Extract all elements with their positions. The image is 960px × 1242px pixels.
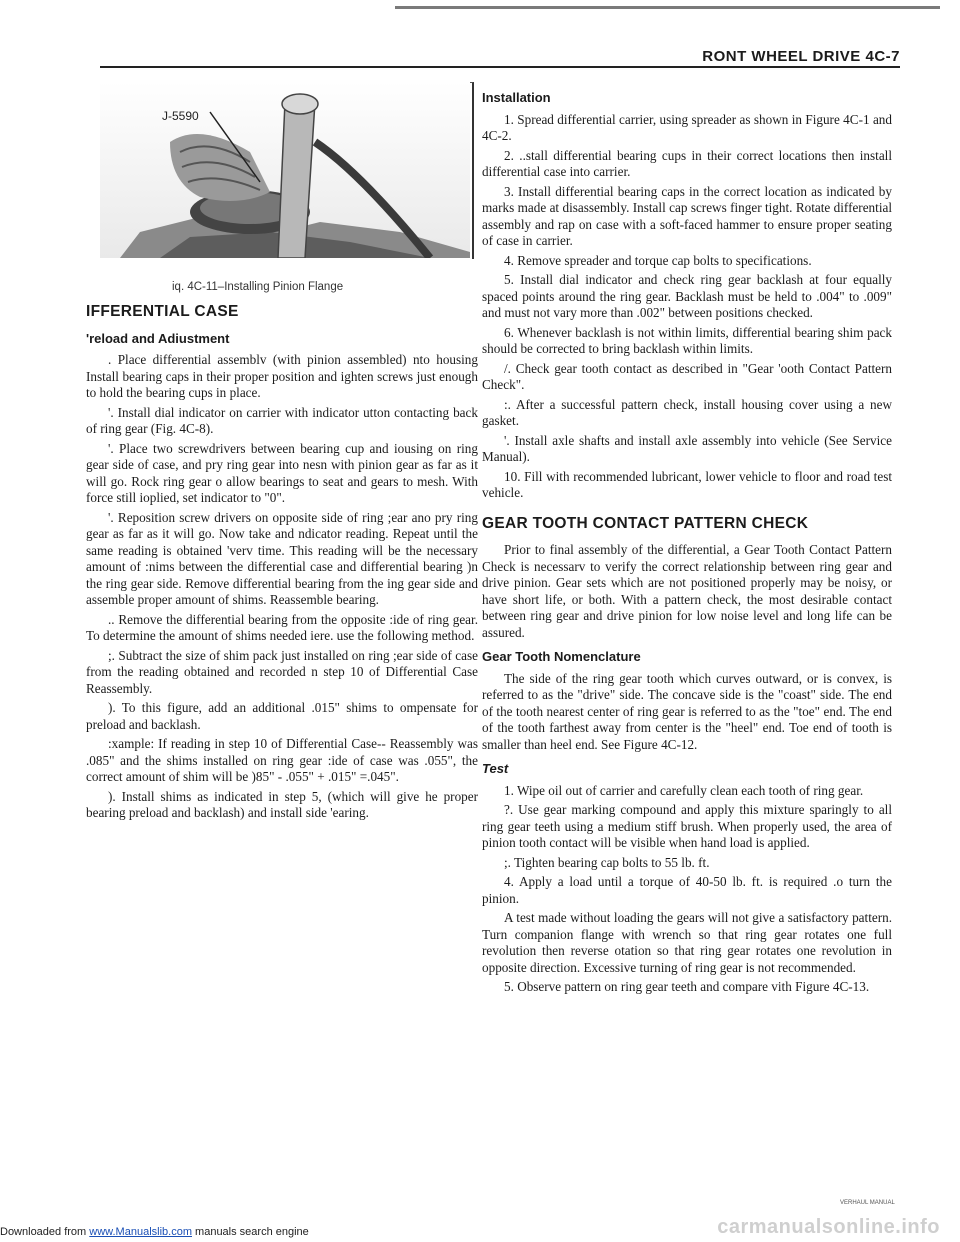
paragraph: . Place differential assemblv (with pinion assembled) nto housing Install bearing caps in their proper position and ighten screws just enough to hold the bearing cups in place. <box>86 352 478 400</box>
install-step: 1. Spread differential carrier, using spreader as shown in Figure 4C-1 and 4C-2. <box>482 111 892 143</box>
figure-photo <box>100 82 472 258</box>
test-step: 1. Wipe oil out of carrier and carefully clean each tooth of ring gear. <box>504 782 864 798</box>
footer-suffix: manuals search engine <box>191 1226 309 1238</box>
paragraph: '. Reposition screw drivers on opposite side of ring ;ear ano pry ring gear as far as it will go. Now take and ndicator reading. Repeat until the same reading is obtained 'verv time. This reading will be the necessary amount of :nims between the differential case and differential bearing )n the ring gear side. Remove differential bearing from the ing gear side and assemble proper amount of shims. Reassemble bearing. <box>86 509 478 607</box>
figure-pinion-flange <box>100 82 472 257</box>
paragraph: '. Install dial indicator on carrier with indicator utton contacting back of ring gear (Fig. 4C-8). <box>86 404 478 436</box>
paragraph: ;. Subtract the size of shim pack just installed on ring ;ear side of case from the reading obtained and recorded n step 10 of Differential Case Reassembly. <box>86 647 478 696</box>
test-step: ;. Tighten bearing cap bolts to 55 lb. ft. <box>504 854 710 870</box>
test-step: ?. Use gear marking compound and apply this mixture sparingly to all ring gear teeth using a medium stiff brush. When properly used, the area of pinion tooth contact will be visible when hand load is applied. <box>482 802 892 850</box>
paragraph: ). Install shims as indicated in step 5, (which will give he proper bearing preload and backlash) and install side 'earing. <box>86 788 478 820</box>
test-step: 4. Apply a load until a torque of 40-50 lb. ft. is required .o turn the pinion. <box>482 874 892 906</box>
test-step: 5. Observe pattern on ring gear teeth and compare vith Figure 4C-13. <box>504 979 870 994</box>
nomenclature-text: The side of the ring gear tooth which curves outward, or is convex, is referred to as the "drive" side. The concave side is the "coast" side. The end of the tooth nearest center of ring gear is referred to as the "toe" end. The end of the tooth farthest away from center is the "heel" end. Toe end of tooth is smaller than heel end. See Figure 4C-12. <box>482 670 892 752</box>
running-head: RONT WHEEL DRIVE 4C-7 <box>702 48 900 65</box>
install-step: 6. Whenever backlash is not within limits, differential bearing shim pack should be corrected to bring backlash within limits. <box>482 324 892 356</box>
install-step: :. After a successful pattern check, install housing cover using a new gasket. <box>482 396 892 428</box>
left-column <box>86 290 478 825</box>
install-step: 5. Install dial indicator and check ring gear backlash at four equally spaced points around the ring gear. Backlash must be held to .004" to .009" and must not vary more than .002" between positions checked. <box>482 272 892 320</box>
install-step: 10. Fill with recommended lubricant, lower vehicle to floor and road test vehicle. <box>482 468 892 500</box>
paragraph: '. Place two screwdrivers between bearing cup and iousing on ring gear side of case, and pry ring gear into nesn with pinion gear as far as it will go. Rock ring gear o allow bearings to seat and gears to mesh. With force still ioplied, set indicator to "0". <box>86 440 478 505</box>
install-step: 3. Install differential bearing caps in the correct location as indicated by marks made at disassembly. Install cap screws finger tight. Rotate differential assembly and rap on case with a soft-faced hammer to ensure proper seating of case in carrier. <box>482 183 892 248</box>
subsection-title-preload: 'reload and Adiustment <box>86 330 230 346</box>
section-title-differential-case: IFFERENTIAL CASE <box>86 303 239 320</box>
test-title: Test <box>482 761 509 776</box>
footer-prefix: Downloaded from <box>0 1226 90 1238</box>
paragraph: .. Remove the differential bearing from the opposite :ide of ring gear. To determine the amount of shims needed iere. use the following method. <box>86 611 478 643</box>
top-scan-line <box>395 6 940 9</box>
manualslib-link[interactable]: www.Manualslib.com <box>89 1226 192 1238</box>
installation-title: Installation <box>482 90 551 105</box>
watermark: carmanualsonline.info <box>717 1216 940 1238</box>
right-column <box>482 90 892 999</box>
install-step: /. Check gear tooth contact as described in "Gear 'ooth Contact Pattern Check". <box>482 360 892 392</box>
section-title-contact-pattern: GEAR TOOTH CONTACT PATTERN CHECK <box>482 514 809 532</box>
manual-name: VERHAUL MANUAL <box>840 1200 895 1206</box>
nomenclature-title: Gear Tooth Nomenclature <box>482 649 641 664</box>
tool-label: J-5590 <box>162 109 199 123</box>
header-rule <box>100 66 900 68</box>
paragraph: :xample: If reading in step 10 of Differential Case-- Reassembly was .085" and the shims installed on ring gear :ide of case was .055", the correct amount of shim will be )85" - .055" + .015" =.045". <box>86 736 478 784</box>
figure-caption: iq. 4C-11–Installing Pinion Flange <box>172 281 344 293</box>
test-step: A test made without loading the gears will not give a satisfactory pattern. Turn companion flange with wrench so that ring gear rotates one full revolution then reverse otation so that ring gear rotates one revolution in opposite direction. Excessive turning of ring gear is not recommended. <box>482 910 892 975</box>
install-step: '. Install axle shafts and install axle assembly into vehicle (See Service Manual). <box>482 432 892 464</box>
paragraph: ). To this figure, add an additional .015" shims to ompensate for preload and backlash. <box>86 700 478 732</box>
install-step: 2. ..stall differential bearing cups in their correct locations then install differential case into carrier. <box>482 147 892 179</box>
download-footer <box>0 1226 309 1238</box>
pattern-intro: Prior to final assembly of the differential, a Gear Tooth Contact Pattern Check is necessarv to verify the correct relationship between ring gear and drive pinion. Gear sets which are not positioned properly may be noisy, or have short life, or both. With a pattern check, the most desirable contact between ring gear and drive pinion for low noise level and long life can be assured. <box>482 542 892 640</box>
install-step: 4. Remove spreader and torque cap bolts to specifications. <box>504 252 812 268</box>
